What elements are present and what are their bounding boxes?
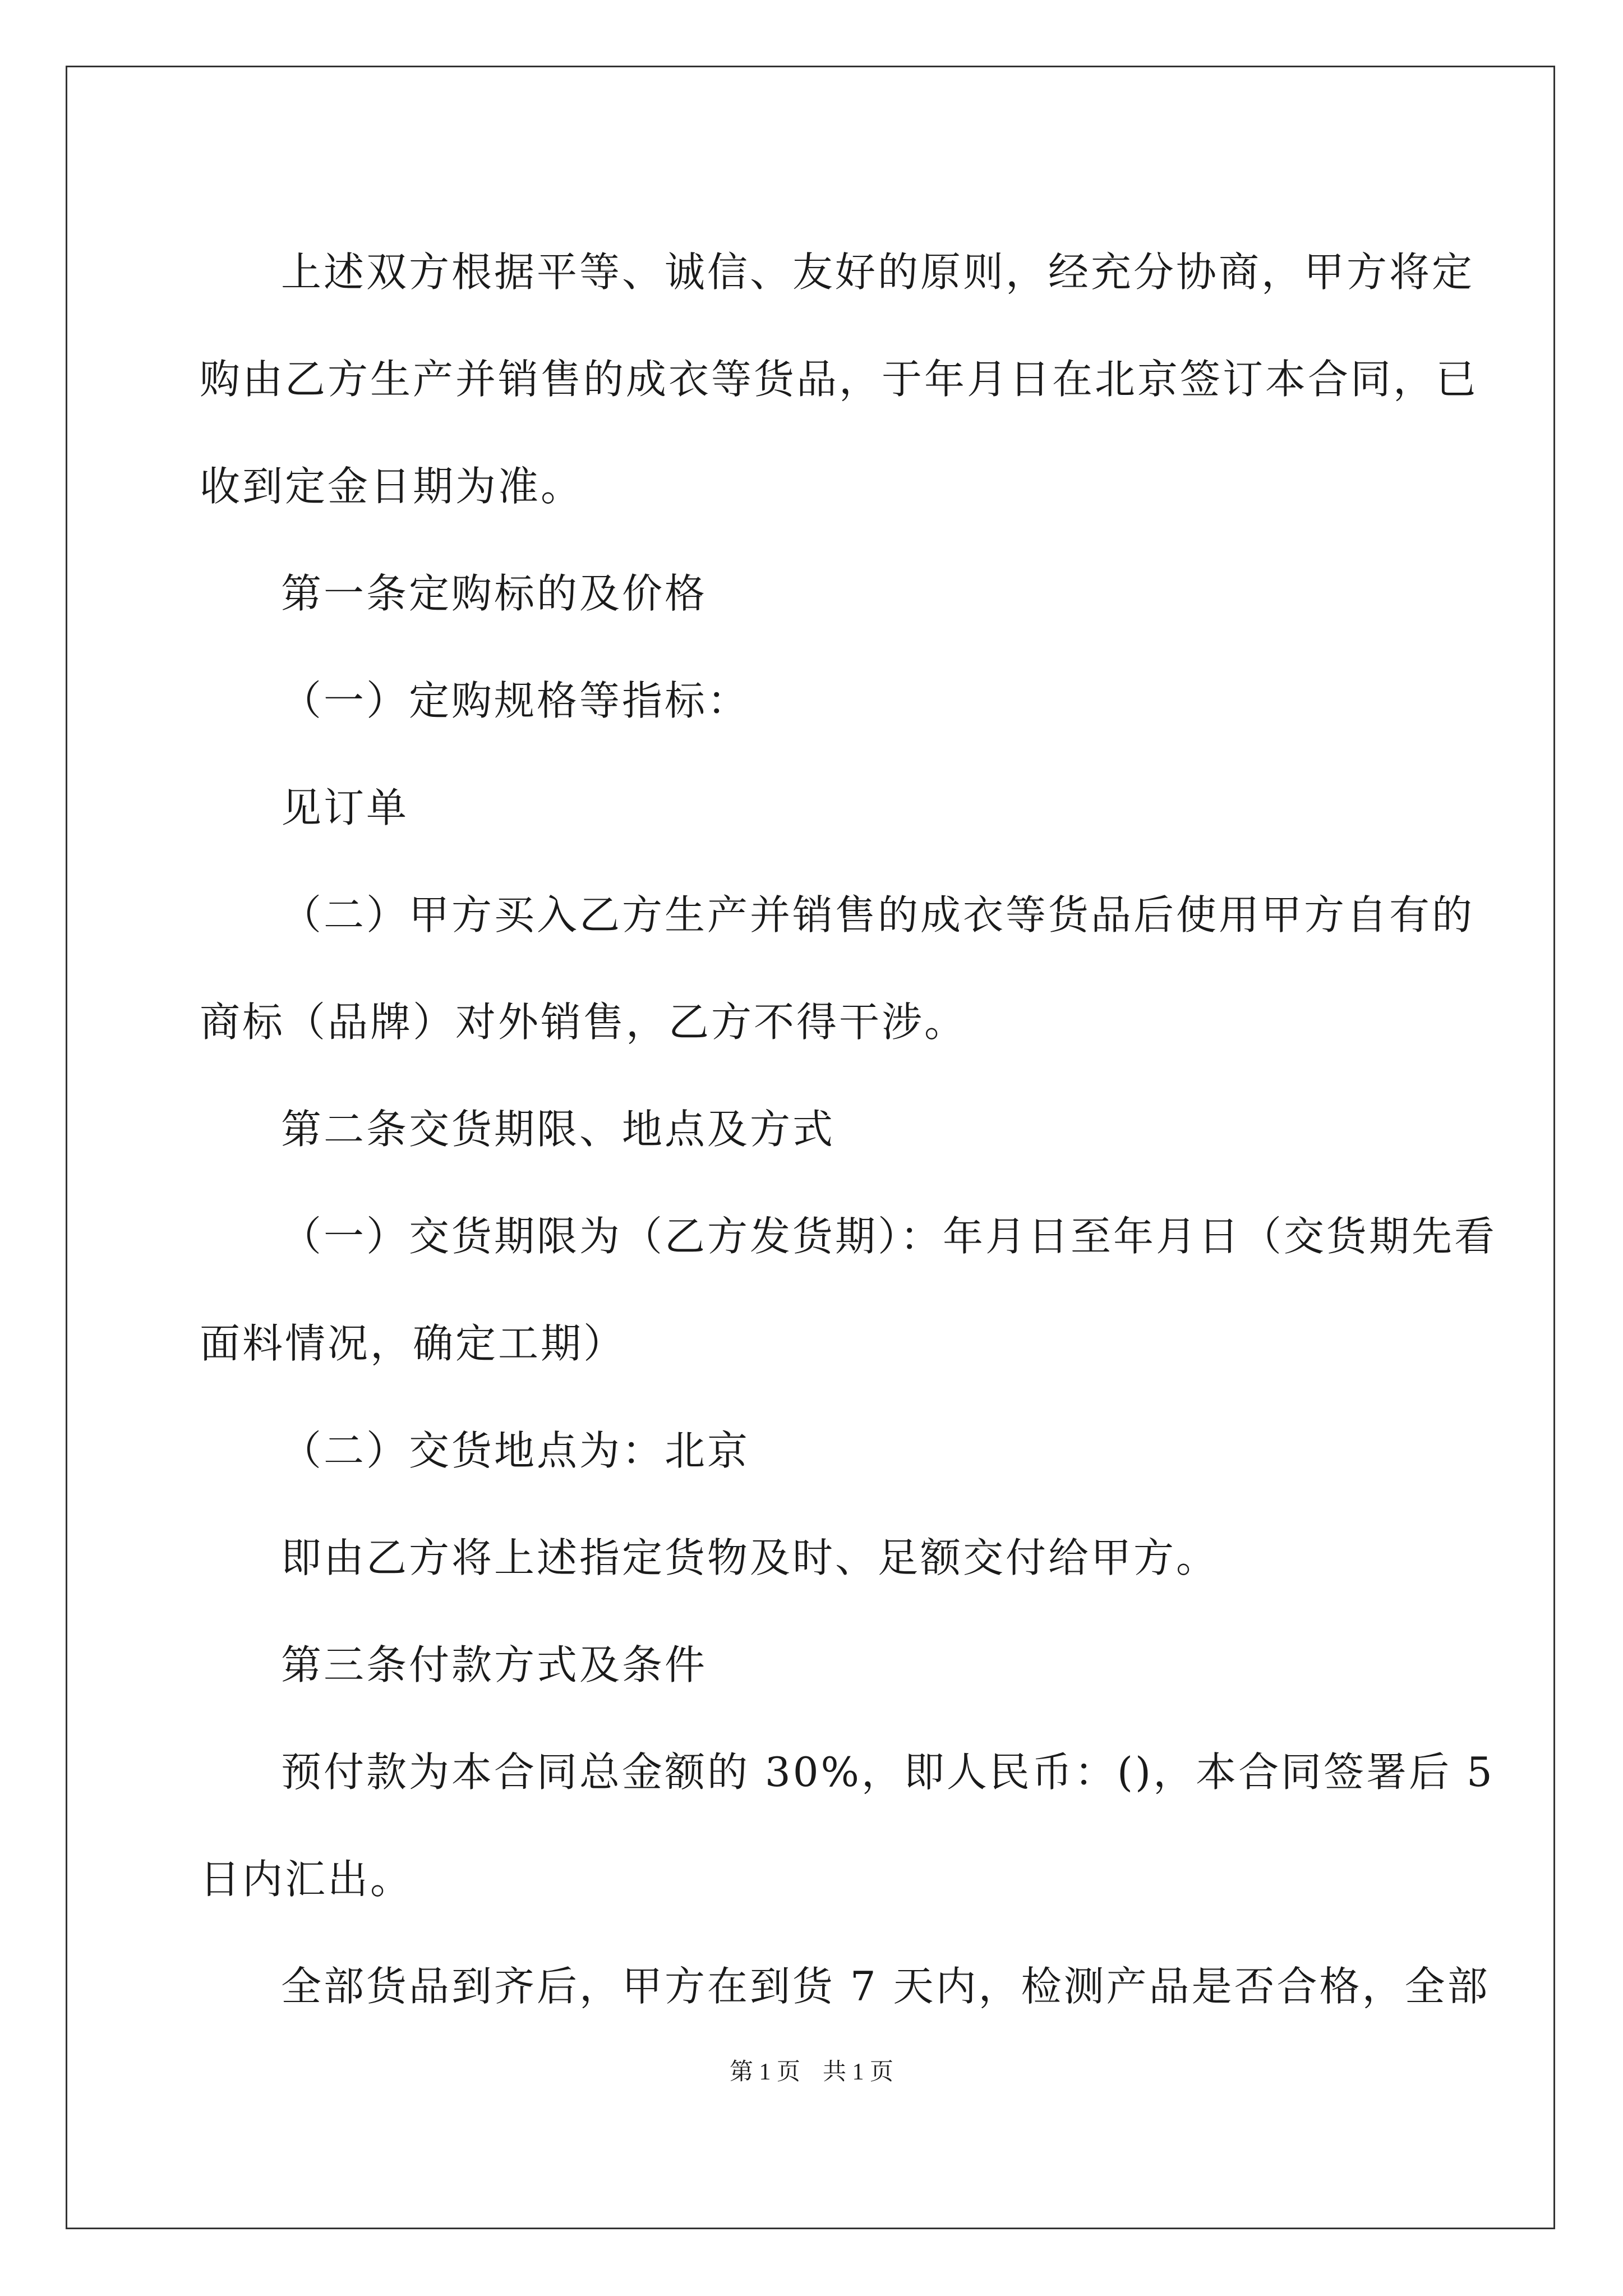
clause-1-1: （一）定购规格等指标： [281, 677, 750, 724]
clause-2-3: 即由乙方将上述指定货物及时、足额交付给甲方。 [281, 1534, 1219, 1581]
article-1-heading: 第一条定购标的及价格 [281, 570, 708, 617]
paragraph-line-2: 购由乙方生产并销售的成衣等货品，于年月日在北京签订本合同，已 [200, 356, 1479, 403]
clause-2-2: （二）交货地点为：北京 [281, 1427, 750, 1474]
page-total: 共 1 页 [823, 2059, 894, 2085]
clause-1-2-cont: 商标（品牌）对外销售，乙方不得干涉。 [200, 999, 967, 1046]
article-2-heading: 第二条交货期限、地点及方式 [281, 1106, 836, 1153]
article-3-heading: 第三条付款方式及条件 [281, 1641, 708, 1688]
document-body [200, 219, 1497, 2040]
clause-1-1-value: 见订单 [281, 784, 409, 831]
clause-1-2: （二）甲方买入乙方生产并销售的成衣等货品后使用甲方自有的 [281, 891, 1475, 938]
clause-3-1-cont: 日内汇出。 [200, 1856, 413, 1903]
clause-3-1: 预付款为本合同总金额的 30%，即人民币：()，本合同签署后 5 [281, 1749, 1495, 1796]
clause-2-1: （一）交货期限为（乙方发货期）：年月日至年月日（交货期先看 [281, 1213, 1497, 1260]
paragraph-line-1: 上述双方根据平等、诚信、友好的原则，经充分协商，甲方将定 [281, 249, 1475, 296]
clause-2-1-cont: 面料情况，确定工期） [200, 1320, 626, 1367]
paragraph-line-3: 收到定金日期为准。 [200, 463, 584, 510]
page-footer [0, 2053, 1623, 2087]
clause-3-2: 全部货品到齐后，甲方在到货 7 天内，检测产品是否合格，全部 [281, 1963, 1490, 2010]
page-number: 第 1 页 [729, 2059, 800, 2085]
